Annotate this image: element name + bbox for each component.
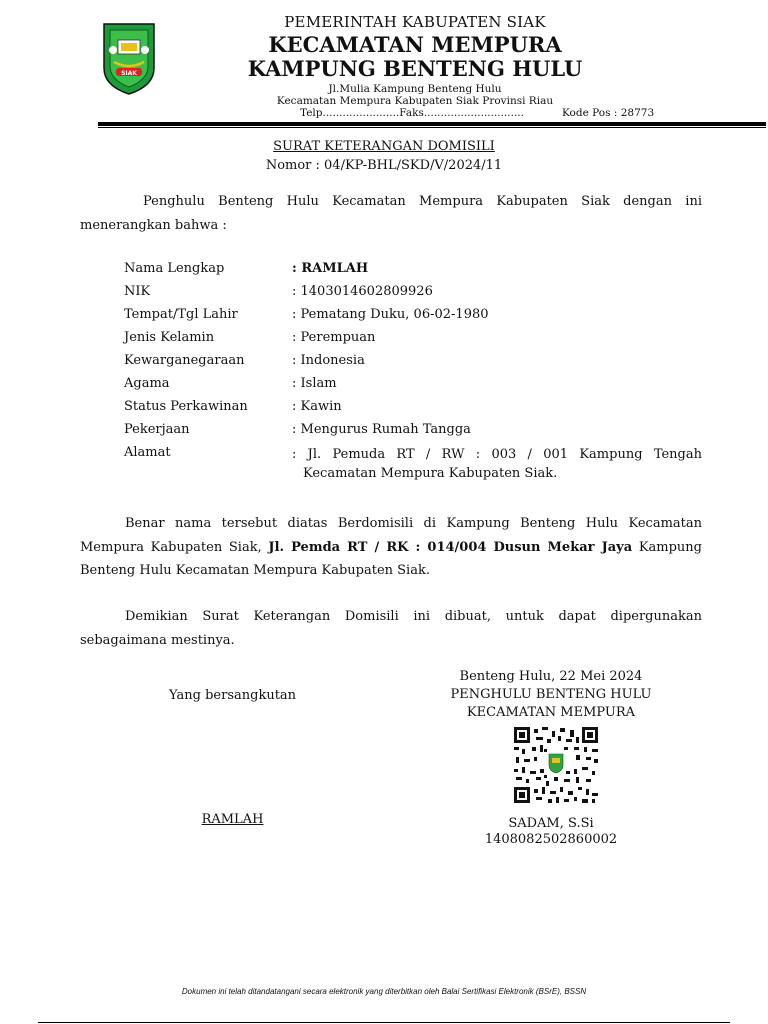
field-value: : Perempuan bbox=[292, 330, 376, 345]
letter-title: SURAT KETERANGAN DOMISILI bbox=[273, 139, 495, 154]
header-contact: Telp.......................Faks.............................. bbox=[300, 107, 524, 119]
domicile-paragraph bbox=[80, 512, 702, 583]
signer-name: SADAM, S.Si bbox=[508, 816, 594, 831]
header-divider-thick bbox=[98, 122, 766, 126]
header-divider-thin bbox=[98, 127, 766, 128]
field-label: NIK bbox=[124, 284, 151, 299]
domicile-text-start: Benar nama tersebut diatas Berdomisili di Kampung Benteng Hulu Kecamatan Mempura Kabupaten Siak, bbox=[80, 516, 702, 555]
field-label: Alamat bbox=[124, 445, 171, 460]
field-label: Status Perkawinan bbox=[124, 399, 248, 414]
domicile-address-bold: Jl. Pemda RT / RK : 014/004 Dusun Mekar Jaya bbox=[268, 539, 633, 555]
header-district: KECAMATAN MEMPURA bbox=[268, 32, 562, 57]
signature-left-label: Yang bersangkutan bbox=[168, 688, 297, 703]
field-value-address-line2: Kecamatan Mempura Kabupaten Siak. bbox=[303, 466, 558, 481]
field-label: Jenis Kelamin bbox=[124, 330, 215, 345]
field-label: Tempat/Tgl Lahir bbox=[124, 307, 238, 322]
field-value: : Indonesia bbox=[292, 353, 365, 368]
field-label: Kewarganegaraan bbox=[124, 353, 245, 368]
field-value: : Islam bbox=[292, 376, 337, 391]
header-address-line1: Jl.Mulia Kampung Benteng Hulu bbox=[328, 83, 502, 95]
field-value: : Pematang Duku, 06-02-1980 bbox=[292, 307, 489, 322]
signer-id: 1408082502860002 bbox=[484, 832, 618, 847]
field-value-address: : Jl. Pemuda RT / RW : 003 / 001 Kampung Tengah bbox=[292, 447, 702, 462]
field-value: : RAMLAH bbox=[292, 261, 369, 276]
header-postal-code: Kode Pos : 28773 bbox=[562, 107, 655, 119]
footer-divider bbox=[38, 1022, 730, 1023]
signature-place-date: Benteng Hulu, 22 Mei 2024 bbox=[459, 669, 643, 684]
header-government: PEMERINTAH KABUPATEN SIAK bbox=[284, 13, 546, 31]
closing-paragraph: Demikian Surat Keterangan Domisili ini dibuat, untuk dapat dipergunakan sebagaimana mestinya. bbox=[80, 609, 702, 648]
signature-position2: KECAMATAN MEMPURA bbox=[466, 705, 636, 720]
header-address-line2: Kecamatan Mempura Kabupaten Siak Provinsi Riau bbox=[276, 95, 554, 107]
field-label: Pekerjaan bbox=[124, 422, 190, 437]
field-value: : 1403014602809926 bbox=[292, 284, 433, 299]
electronic-signature-note: Dokumen ini telah ditandatangani secara elektronik yang diterbitkan oleh Balai Sertifikasi Elektronik (BSrE), BSSN bbox=[181, 987, 587, 996]
signature-left-name: RAMLAH bbox=[201, 812, 264, 827]
field-value: : Kawin bbox=[292, 399, 342, 414]
field-value: : Mengurus Rumah Tangga bbox=[292, 422, 471, 437]
signature-position1: PENGHULU BENTENG HULU bbox=[450, 687, 652, 702]
domicile-text-end: Kampung Benteng Hulu Kecamatan Mempura Kabupaten Siak. bbox=[80, 539, 702, 578]
qr-code-signature bbox=[514, 727, 598, 803]
logo-text: SIAK bbox=[121, 70, 137, 77]
field-label: Nama Lengkap bbox=[124, 261, 225, 276]
field-label: Agama bbox=[124, 376, 170, 391]
intro-paragraph: Penghulu Benteng Hulu Kecamatan Mempura Kabupaten Siak dengan ini menerangkan bahwa : bbox=[80, 194, 702, 233]
header-village: KAMPUNG BENTENG HULU bbox=[247, 56, 583, 81]
letter-number: Nomor : 04/KP-BHL/SKD/V/2024/11 bbox=[265, 158, 503, 173]
